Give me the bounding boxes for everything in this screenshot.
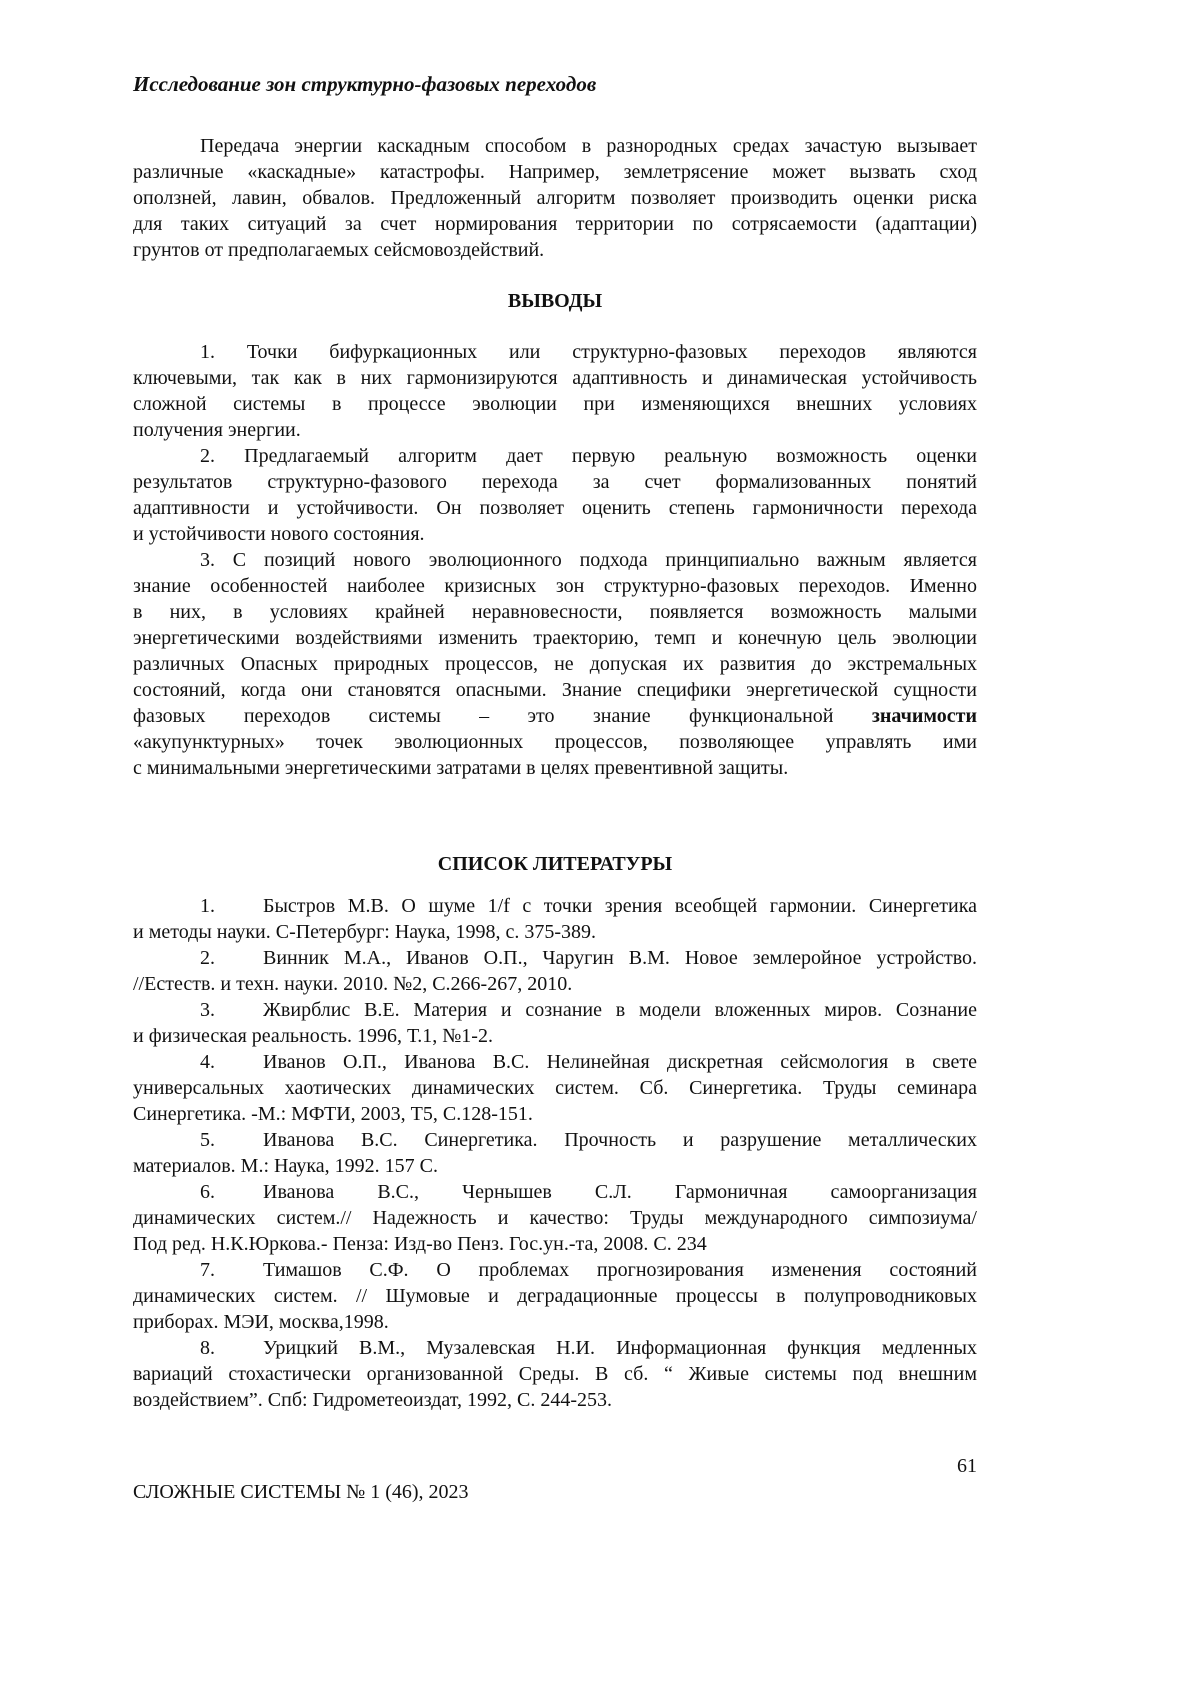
paragraph-line: энергетическими воздействиями изменить траекторию, темп и конечную цель эволюции	[133, 625, 977, 651]
reference-item	[133, 1127, 977, 1179]
paragraph-line: 1. Точки бифуркационных или структурно-фазовых переходов являются	[133, 339, 977, 365]
reference-number: 6.	[133, 1179, 263, 1205]
reference-first-line	[133, 1257, 977, 1283]
reference-item	[133, 893, 977, 945]
paragraph-line: получения энергии.	[133, 417, 977, 443]
reference-first-line	[133, 1335, 977, 1361]
reference-text: Иванов О.П., Иванова В.С. Нелинейная дискретная сейсмология в свете	[263, 1049, 977, 1075]
reference-first-line	[133, 893, 977, 919]
paragraph-line	[133, 703, 977, 729]
reference-item	[133, 945, 977, 997]
paragraph-line: Передача энергии каскадным способом в разнородных средах зачастую вызывает	[133, 133, 977, 159]
paragraph-line: грунтов от предполагаемых сейсмовоздействий.	[133, 237, 977, 263]
reference-line: динамических систем. // Шумовые и деградационные процессы в полупроводниковых	[133, 1283, 977, 1309]
paragraph-line: для таких ситуаций за счет нормирования территории по сотрясаемости (адаптации)	[133, 211, 977, 237]
paragraph-line: сложной системы в процессе эволюции при изменяющихся внешних условиях	[133, 391, 977, 417]
reference-line: динамических систем.// Надежность и качество: Труды международного симпозиума/	[133, 1205, 977, 1231]
paragraph-line: «акупунктурных» точек эволюционных процессов, позволяющее управлять ими	[133, 729, 977, 755]
line-text: фазовых переходов системы – это знание функциональной	[133, 705, 834, 727]
reference-first-line	[133, 945, 977, 971]
reference-line: приборах. МЭИ, москва,1998.	[133, 1309, 977, 1335]
reference-number: 2.	[133, 945, 263, 971]
paragraph-line: результатов структурно-фазового перехода за счет формализованных понятий	[133, 469, 977, 495]
reference-line: материалов. М.: Наука, 1992. 157 С.	[133, 1153, 977, 1179]
reference-line: Синергетика. -М.: МФТИ, 2003, Т5, С.128-151.	[133, 1101, 977, 1127]
intro-paragraph	[133, 133, 977, 263]
paragraph-line: 3. С позиций нового эволюционного подхода принципиально важным является	[133, 547, 977, 573]
reference-item	[133, 1049, 977, 1127]
paragraph-line: и устойчивости нового состояния.	[133, 521, 977, 547]
paragraph-line: различных Опасных природных процессов, не допуская их развития до экстремальных	[133, 651, 977, 677]
paragraph-line: состояний, когда они становятся опасными. Знание специфики энергетической сущности	[133, 677, 977, 703]
reference-text: Быстров М.В. О шуме 1/f с точки зрения всеобщей гармонии. Синергетика	[263, 893, 977, 919]
references-list	[133, 893, 977, 1413]
paragraph-line: с минимальными энергетическими затратами в целях превентивной защиты.	[133, 755, 977, 781]
reference-item	[133, 997, 977, 1049]
reference-line: Под ред. Н.К.Юркова.- Пенза: Изд-во Пенз. Гос.ун.-та, 2008. С. 234	[133, 1231, 977, 1257]
reference-first-line	[133, 1179, 977, 1205]
reference-number: 3.	[133, 997, 263, 1023]
reference-line: универсальных хаотических динамических систем. Сб. Синергетика. Труды семинара	[133, 1075, 977, 1101]
reference-text: Иванова В.С., Чернышев С.Л. Гармоничная самоорганизация	[263, 1179, 977, 1205]
reference-line: воздействием”. Спб: Гидрометеоиздат, 1992, С. 244-253.	[133, 1387, 977, 1413]
reference-item	[133, 1257, 977, 1335]
reference-first-line	[133, 1127, 977, 1153]
reference-first-line	[133, 1049, 977, 1075]
reference-line: вариаций стохастически организованной Среды. В сб. “ Живые системы под внешним	[133, 1361, 977, 1387]
reference-line: и физическая реальность. 1996, Т.1, №1-2.	[133, 1023, 977, 1049]
reference-item	[133, 1335, 977, 1413]
conclusion-item	[133, 547, 977, 781]
reference-number: 8.	[133, 1335, 263, 1361]
reference-text: Иванова В.С. Синергетика. Прочность и разрушение металлических	[263, 1127, 977, 1153]
paragraph-line: адаптивности и устойчивости. Он позволяет оценить степень гармоничности перехода	[133, 495, 977, 521]
paragraph-line: ключевыми, так как в них гармонизируются адаптивность и динамическая устойчивость	[133, 365, 977, 391]
conclusions-heading: ВЫВОДЫ	[133, 288, 977, 314]
reference-text: Тимашов С.Ф. О проблемах прогнозирования изменения состояний	[263, 1257, 977, 1283]
reference-number: 7.	[133, 1257, 263, 1283]
running-header: Исследование зон структурно-фазовых переходов	[133, 72, 596, 97]
reference-line: и методы науки. С-Петербург: Наука, 1998, с. 375-389.	[133, 919, 977, 945]
reference-number: 4.	[133, 1049, 263, 1075]
reference-number: 5.	[133, 1127, 263, 1153]
reference-first-line	[133, 997, 977, 1023]
reference-number: 1.	[133, 893, 263, 919]
reference-text: Урицкий В.М., Музалевская Н.И. Информационная функция медленных	[263, 1335, 977, 1361]
reference-item	[133, 1179, 977, 1257]
conclusion-item	[133, 339, 977, 443]
paragraph-line: различные «каскадные» катастрофы. Например, землетрясение может вызвать сход	[133, 159, 977, 185]
paragraph-line: знание особенностей наиболее кризисных зон структурно-фазовых переходов. Именно	[133, 573, 977, 599]
reference-text: Жвирблис В.Е. Материя и сознание в модели вложенных миров. Сознание	[263, 997, 977, 1023]
journal-footer: СЛОЖНЫЕ СИСТЕМЫ № 1 (46), 2023	[133, 1479, 469, 1505]
reference-text: Винник М.А., Иванов О.П., Чаругин В.М. Новое землеройное устройство.	[263, 945, 977, 971]
paragraph-line: 2. Предлагаемый алгоритм дает первую реальную возможность оценки	[133, 443, 977, 469]
references-heading: СПИСОК ЛИТЕРАТУРЫ	[133, 851, 977, 877]
reference-line: //Естеств. и техн. науки. 2010. №2, С.266-267, 2010.	[133, 971, 977, 997]
page-number: 61	[933, 1453, 977, 1479]
conclusions-list	[133, 339, 977, 781]
emphasized-word: значимости	[872, 705, 977, 727]
paragraph-line: в них, в условиях крайней неравновесности, появляется возможность малыми	[133, 599, 977, 625]
paragraph-line: оползней, лавин, обвалов. Предложенный алгоритм позволяет производить оценки риска	[133, 185, 977, 211]
conclusion-item	[133, 443, 977, 547]
